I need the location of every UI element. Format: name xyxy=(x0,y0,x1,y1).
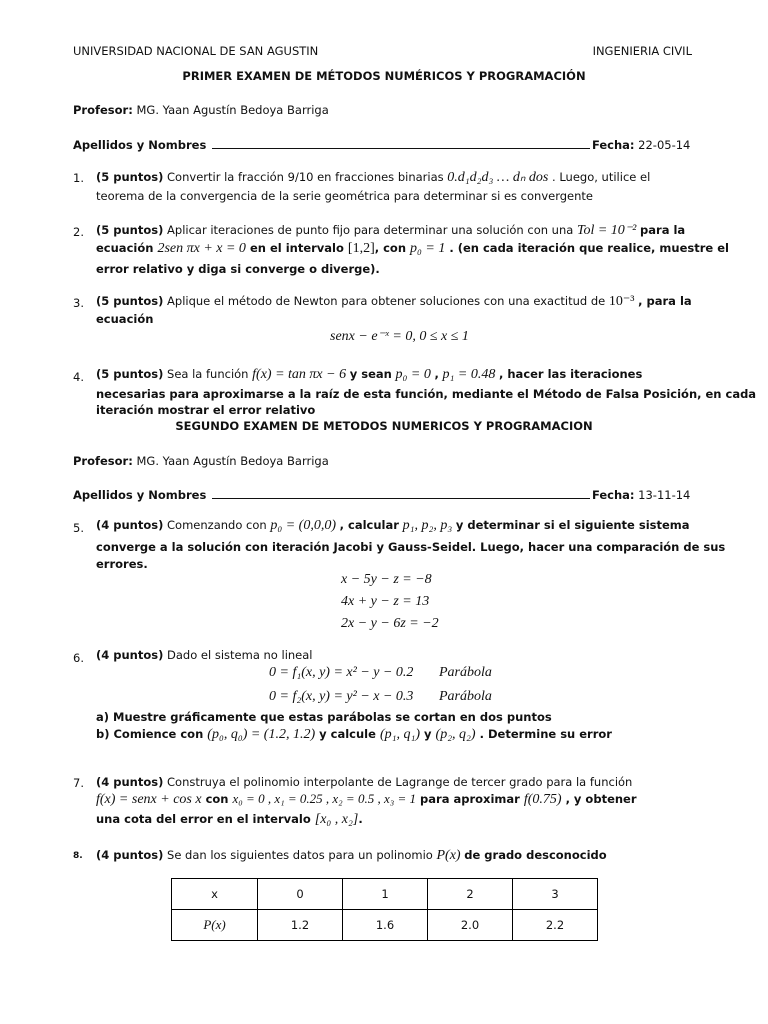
exam2-profesor xyxy=(73,454,329,468)
q5-text: Comenzando con xyxy=(167,518,267,532)
profesor-name: MG. Yaan Agustín Bedoya Barriga xyxy=(136,103,329,117)
q5-text-c: y determinar si el siguiente sistema xyxy=(455,518,690,532)
q1-text-b: . Luego, utilice el xyxy=(552,170,651,184)
table-cell: 2 xyxy=(428,879,513,910)
exam1-profesor xyxy=(73,103,329,117)
q1-line2: teorema de la convergencia de la serie geométrica para determinar si es convergente xyxy=(96,189,593,203)
profesor-label: Profesor: xyxy=(73,454,133,468)
q3-line2: ecuación xyxy=(96,312,154,326)
q3-text: Aplique el método de Newton para obtener soluciones con una exactitud de xyxy=(167,294,606,308)
q7-line3 xyxy=(96,812,363,828)
q5-p0: p₀ = (0,0,0) xyxy=(270,518,336,533)
q6-p1q1: (p₁, q₁) xyxy=(379,727,420,742)
q6-b-text-a: b) Comience con xyxy=(96,727,204,741)
q7-l3-b: . xyxy=(358,812,363,826)
q4-points: (5 puntos) xyxy=(96,367,164,381)
q6-points: (4 puntos) xyxy=(96,648,164,662)
q8-number: 8. xyxy=(73,851,83,861)
exam1-title: PRIMER EXAMEN DE MÉTODOS NUMÉRICOS Y PROGRAMACIÓN xyxy=(182,69,586,83)
q6-part-b xyxy=(96,727,612,743)
q1-text: Convertir la fracción 9/10 en fracciones binarias xyxy=(167,170,444,184)
q3-text-b: , para la xyxy=(638,294,692,308)
nombres-label: Apellidos y Nombres xyxy=(73,138,207,152)
q6-eq1-text: 0 = f₁(x, y) = x² − y − 0.2 xyxy=(269,665,414,680)
q6-eq2-tag: Parábola xyxy=(438,689,492,704)
q7-l2-b: para aproximar xyxy=(420,792,520,806)
fecha-label: Fecha: xyxy=(591,488,635,502)
q6-part-a: a) Muestre gráficamente que estas parábolas se cortan en dos puntos xyxy=(96,710,552,724)
q6-p2q2: (p₂, q₂) xyxy=(435,727,476,742)
q5-eq1-text: x − 5y − z = −8 xyxy=(341,572,432,587)
q2-l2-d: . (en cada iteración que realice, muestre el xyxy=(449,241,729,255)
table-cell: 2.0 xyxy=(428,910,513,941)
q4-text-c: , xyxy=(434,367,439,381)
q6-b-text-b: y calcule xyxy=(319,727,376,741)
nombres-label: Apellidos y Nombres xyxy=(73,488,207,502)
fecha-value: 13-11-14 xyxy=(638,488,691,502)
q5-points: (4 puntos) xyxy=(96,518,164,532)
q6-eq2 xyxy=(269,689,492,705)
q2-points: (5 puntos) xyxy=(96,223,164,237)
fecha-value: 22-05-14 xyxy=(638,138,691,152)
q1-line1 xyxy=(96,169,650,186)
q6-line1 xyxy=(96,648,313,662)
q8-poly: P(x) xyxy=(436,848,461,863)
q6-b-text-c: y xyxy=(424,727,432,741)
q5-line3: errores. xyxy=(96,557,148,571)
exam2-title: SEGUNDO EXAMEN DE METODOS NUMERICOS Y PROGRAMACION xyxy=(175,419,593,433)
q8-points: (4 puntos) xyxy=(96,848,164,862)
q5-eq1 xyxy=(341,572,432,588)
table-header-x: x xyxy=(172,879,258,910)
q5-eq3 xyxy=(341,616,439,632)
q5-line1 xyxy=(96,518,690,534)
q2-p0: p₀ = 1 xyxy=(410,241,446,256)
program-name: INGENIERIA CIVIL xyxy=(592,44,692,58)
q2-text-b: para la xyxy=(640,223,686,237)
q7-text: Construya el polinomio interpolante de Lagrange de tercer grado para la función xyxy=(167,775,633,789)
q6-text: Dado el sistema no lineal xyxy=(167,648,313,662)
q4-line1 xyxy=(96,367,642,383)
q4-text-d: , hacer las iteraciones xyxy=(499,367,643,381)
q3-equation xyxy=(330,328,469,345)
q3-line1 xyxy=(96,293,692,310)
q3-exactitud: 10⁻³ xyxy=(608,294,635,309)
q2-line1 xyxy=(96,222,685,239)
q2-l2-b: en el intervalo xyxy=(249,241,344,255)
table-cell: 1.2 xyxy=(258,910,343,941)
q2-l2-c: , con xyxy=(374,241,407,255)
q5-number: 5. xyxy=(73,521,84,535)
q1-number: 1. xyxy=(73,171,84,185)
profesor-name: MG. Yaan Agustín Bedoya Barriga xyxy=(136,454,329,468)
q7-l2-c: , y obtener xyxy=(565,792,637,806)
q2-number: 2. xyxy=(73,225,84,239)
university-name: UNIVERSIDAD NACIONAL DE SAN AGUSTIN xyxy=(73,44,319,58)
q7-l2-a: con xyxy=(205,792,229,806)
q5-eq2 xyxy=(341,594,429,610)
q8-line1 xyxy=(96,848,607,864)
q3-points: (5 puntos) xyxy=(96,294,164,308)
q7-function: f(x) = senx + cos x xyxy=(96,792,202,807)
q7-l3-a: una cota del error en el intervalo xyxy=(96,812,311,826)
q7-interval: [x₀ , x₂] xyxy=(314,812,359,827)
exam1-name-line xyxy=(73,138,693,152)
q2-interval: [1,2] xyxy=(347,241,375,256)
q8-text: Se dan los siguientes datos para un polinomio xyxy=(167,848,433,862)
name-blank xyxy=(212,488,590,499)
table-cell: 3 xyxy=(513,879,598,910)
q4-line2: necesarias para aproximarse a la raíz de esta función, mediante el Método de Falsa Posición, en cada xyxy=(96,387,757,401)
q3-equation-text: senx − e⁻ˣ = 0, 0 ≤ x ≤ 1 xyxy=(330,329,469,344)
q2-l2-a: ecuación xyxy=(96,241,154,255)
q2-line3: error relativo y diga si converge o diverge). xyxy=(96,262,380,276)
q2-line2 xyxy=(96,241,729,257)
q5-eq3-text: 2x − y − 6z = −2 xyxy=(341,616,439,631)
q4-text-b: y sean xyxy=(349,367,392,381)
profesor-label: Profesor: xyxy=(73,103,133,117)
q6-initial: (p₀, q₀) = (1.2, 1.2) xyxy=(207,727,316,742)
q7-target: f(0.75) xyxy=(523,792,562,807)
table-cell: 2.2 xyxy=(513,910,598,941)
q1-points: (5 puntos) xyxy=(96,170,164,184)
table-cell: 0 xyxy=(258,879,343,910)
q2-equation: 2sen πx + x = 0 xyxy=(157,241,246,256)
q4-p0: p₀ = 0 xyxy=(395,367,431,382)
q2-text: Aplicar iteraciones de punto fijo para determinar una solución con una xyxy=(167,223,574,237)
q6-b-text-d: . Determine su error xyxy=(479,727,612,741)
q4-line3: iteración mostrar el error relativo xyxy=(96,403,316,417)
table-header-px: P(x) xyxy=(172,910,258,941)
q3-number: 3. xyxy=(73,296,84,310)
q4-number: 4. xyxy=(73,370,84,384)
q5-line2: converge a la solución con iteración Jacobi y Gauss-Seidel. Luego, hacer una comparación de sus xyxy=(96,540,726,554)
q7-line1 xyxy=(96,775,632,789)
q6-eq1-tag: Parábola xyxy=(438,665,492,680)
q6-number: 6. xyxy=(73,651,84,665)
table-cell: 1.6 xyxy=(343,910,428,941)
q6-eq2-text: 0 = f₂(x, y) = y² − x − 0.3 xyxy=(269,689,414,704)
q7-line2 xyxy=(96,791,637,808)
table-row xyxy=(172,910,598,941)
q8-data-table xyxy=(171,878,598,941)
q7-points: (4 puntos) xyxy=(96,775,164,789)
q1-math: 0.d₁d₂d₃ … dₙ dos xyxy=(447,170,549,185)
q4-p1: p₁ = 0.48 xyxy=(442,367,496,382)
q2-tol: Tol = 10⁻² xyxy=(576,223,637,238)
q5-iterates: p₁, p₂, p₃ xyxy=(402,518,453,533)
q6-eq1 xyxy=(269,665,492,681)
q7-number: 7. xyxy=(73,776,84,790)
q7-nodes: x₀ = 0 , x₁ = 0.25 , x₂ = 0.5 , x₃ = 1 xyxy=(232,791,417,806)
exam2-name-line xyxy=(73,488,693,502)
table-cell: 1 xyxy=(343,879,428,910)
q8-text-b: de grado desconocido xyxy=(464,848,607,862)
fecha-label: Fecha: xyxy=(591,138,635,152)
q5-text-b: , calcular xyxy=(339,518,399,532)
q5-eq2-text: 4x + y − z = 13 xyxy=(341,594,430,609)
name-blank xyxy=(212,138,590,149)
table-row xyxy=(172,879,598,910)
q4-function: f(x) = tan πx − 6 xyxy=(252,367,347,382)
q4-text: Sea la función xyxy=(167,367,249,381)
